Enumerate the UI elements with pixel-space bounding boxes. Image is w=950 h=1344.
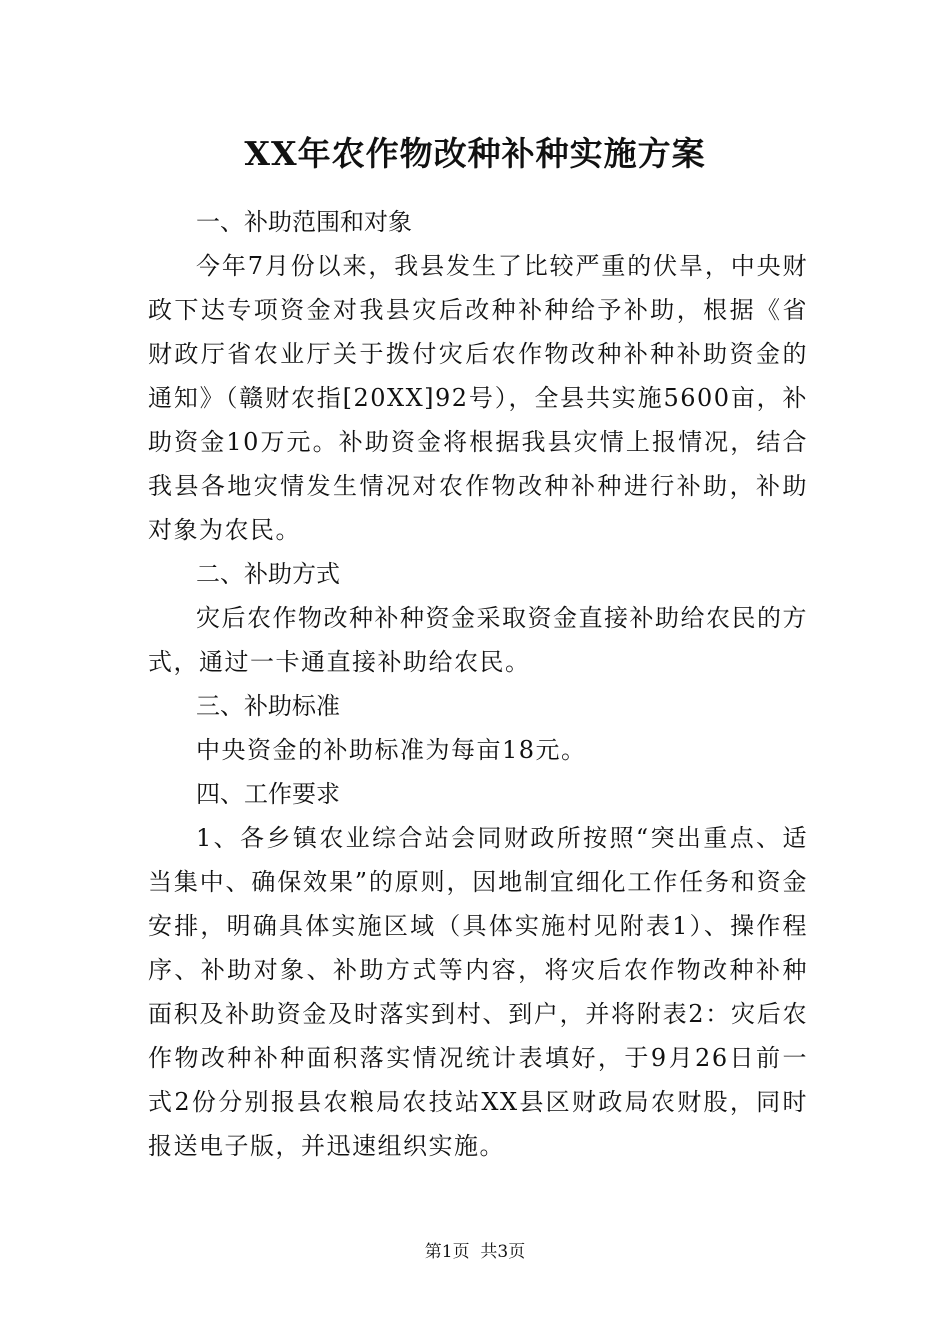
section-heading-method: 二、补助方式 (196, 560, 340, 588)
section-paragraph-scope: 今年7月份以来，我县发生了比较严重的伏旱，中央财政下达专项资金对我县灾后改种补种给予补助，根据《省财政厅省农业厅关于拨付灾后农作物改种补种补助资金的通知》（赣财农指[20XX]92号），全县共实施5600亩，补助资金10万元。补助资金将根据我县灾情上报情况，结合我县各地灾情发生情况对农作物改种补种进行补助，补助对象为农民。 (148, 252, 808, 544)
section-heading-scope: 一、补助范围和对象 (196, 208, 412, 236)
section-paragraph-standard: 中央资金的补助标准为每亩18元。 (196, 736, 587, 764)
document-body (148, 200, 808, 1168)
section-paragraph-method: 灾后农作物改种补种资金采取资金直接补助给农民的方式，通过一卡通直接补助给农民。 (148, 604, 808, 676)
section-heading-requirements: 四、工作要求 (196, 780, 340, 808)
section-paragraph-requirements: 1、各乡镇农业综合站会同财政所按照“突出重点、适当集中、确保效果”的原则，因地制宜细化工作任务和资金安排，明确具体实施区域（具体实施村见附表1）、操作程序、补助对象、补助方式等内容，将灾后农作物改种补种面积及补助资金及时落实到村、到户，并将附表2：灾后农作物改种补种面积落实情况统计表填好，于9月26日前一式2份分别报县农粮局农技站XX县区财政局农财股，同时报送电子版，并迅速组织实施。 (148, 824, 808, 1160)
page-footer: 第1页 共3页 (424, 1242, 526, 1262)
section-heading-standard: 三、补助标准 (196, 692, 340, 720)
document-title: XX年农作物改种补种实施方案 (244, 134, 706, 173)
